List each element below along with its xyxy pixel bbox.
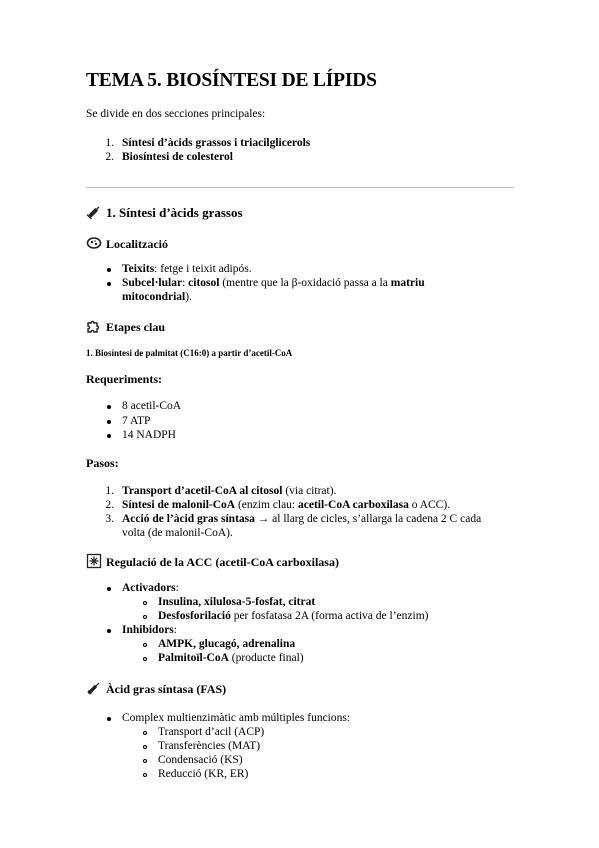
bullet (107, 420, 111, 424)
list-item: Reducció (KR, ER) (158, 768, 249, 780)
list-item: Transferències (MAT) (158, 740, 261, 752)
subheading-localitzacio: Localització (86, 235, 168, 252)
list-number: 1. (105, 137, 114, 149)
bullet (107, 587, 111, 591)
list-item: Complex multienzimàtic amb múltiples funcions: (122, 712, 351, 724)
subheading-regulacio: Regulació de la ACC (acetil-CoA carboxilasa) (86, 553, 339, 570)
list-item: Biosíntesi de colesterol (122, 151, 233, 163)
list-item: Inhibidors: (122, 624, 177, 636)
sub-bullet (143, 731, 147, 735)
list-item: Teixits: fetge i teixit adipós. (122, 263, 252, 275)
sub-bullet (143, 745, 147, 749)
list-item-continuation: mitocondrial). (122, 291, 192, 303)
list-item: Síntesi de malonil-CoA (enzim clau: acetil-CoA carboxilasa o ACC). (122, 499, 451, 511)
sub-bullet (143, 759, 147, 763)
bullet (107, 717, 111, 721)
list-item: 7 ATP (122, 415, 151, 427)
list-item: Condensació (KS) (158, 754, 243, 766)
list-number: 2. (105, 151, 114, 163)
sub-bullet (143, 643, 147, 647)
intro-text: Se divide en dos secciones principales: (86, 108, 266, 120)
sparkle-box-icon (86, 553, 102, 569)
bullet (107, 268, 111, 272)
sub-bullet (143, 615, 147, 619)
page-title: TEMA 5. BIOSÍNTESI DE LÍPIDS (86, 70, 377, 91)
list-item: Transport d’acetil-CoA al citosol (via citrat). (122, 485, 337, 497)
list-item: Palmitoïl-CoA (producte final) (158, 652, 304, 664)
sub-bullet (143, 773, 147, 777)
bullet (107, 434, 111, 438)
pasos-label: Pasos: (86, 456, 119, 470)
list-item: AMPK, glucagó, adrenalina (158, 638, 296, 650)
microbe-icon (86, 235, 102, 251)
list-item: Acció de l’àcid gras síntasa → al llarg de cicles, s’allarga la cadena 2 C cada (122, 513, 482, 525)
list-item: 14 NADPH (122, 429, 176, 441)
list-item: Síntesi d’àcids grassos i triacilglicerols (122, 137, 311, 149)
sub-bullet (143, 601, 147, 605)
pipette-icon (86, 680, 102, 696)
list-item: Transport d’acil (ACP) (158, 726, 265, 738)
requeriments-label: Requeriments: (86, 372, 162, 386)
list-item: Subcel·lular: citosol (mentre que la β-oxidació passa a la matriu (122, 277, 425, 289)
bullet (107, 405, 111, 409)
list-number: 2. (105, 499, 114, 511)
list-item: 8 acetil-CoA (122, 400, 182, 412)
etapes-subtitle: 1. Biosíntesi de palmitat (C16:0) a partir d’acetil-CoA (86, 348, 293, 358)
list-item: Activadors: (122, 582, 179, 594)
list-item-continuation: volta (de malonil-CoA). (122, 527, 233, 539)
subheading-fas: Àcid gras síntasa (FAS) (86, 680, 226, 697)
horizontal-rule (86, 187, 514, 188)
bullet (107, 629, 111, 633)
syringe-icon (86, 204, 102, 220)
list-item: Insulina, xilulosa-5-fosfat, citrat (158, 596, 316, 608)
list-number: 3. (105, 513, 114, 525)
section-heading: 1. Síntesi d’àcids grassos (86, 204, 243, 221)
bullet (107, 282, 111, 286)
list-number: 1. (105, 485, 114, 497)
sub-bullet (143, 657, 147, 661)
puzzle-icon (86, 318, 102, 334)
list-item: Desfosforilació per fosfatasa 2A (forma activa de l’enzim) (158, 610, 429, 622)
subheading-etapes: Etapes clau (86, 318, 165, 335)
